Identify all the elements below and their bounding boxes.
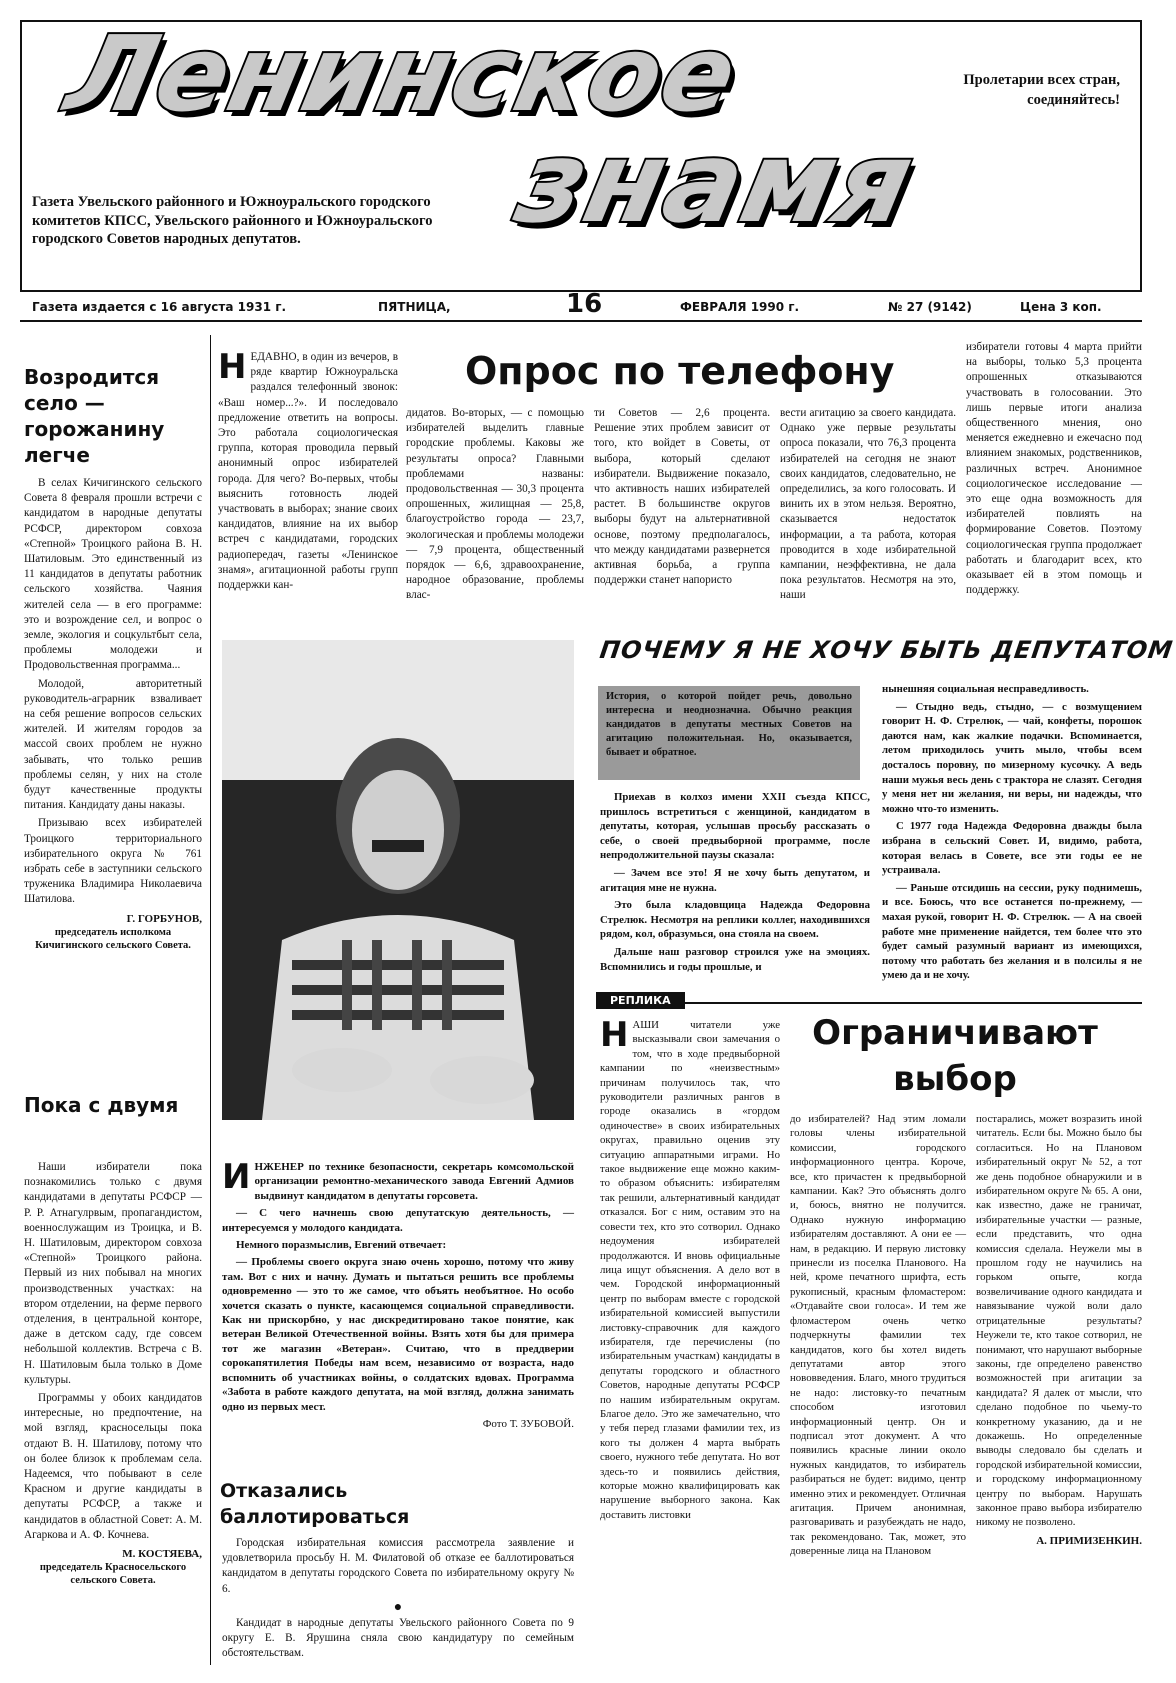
replica-col1: НАШИ читатели уже высказывали свои замечания о том, что в ходе предвыборной кампании по «неизвестным» причинам получилось так, что руководители различных рангов в городе оказались в «гордом одиночестве» в своих избирательных округах, правильно оценив эту ситуацию аппаратными играми. Но такое выдвижение еще можно каким-то образом объяснить: избирателям так решили, альтернативный кандидат отказался. Бог с ним, оставим это на совести тех, кто это сотворил. Однако недоумения избирателей продолжаются. И вновь официальные лица ищут объяснения. А дело вот в чем. Городской информационный центр по выборам вместе с городской избирательной комиссией выпустили листовку-справочник для каждого избирателя, где перечислены (по избирательным участкам) кандидаты в депутаты городского и областного Советов, народные депутаты РСФСР по нашим избирательным округам. Благое дело. Это же замечательно, что у тебя перед глазами фамилии тех, из кого ты должен 4 марта выбрать своего, нужного тебе депутата. Но вот здесь-то и появились действия, которые можно квалифицировать как нарушение выборного закона. Как доставить листовки bbox=[600, 1015, 780, 1521]
headline-phone-poll: Опрос по телефону bbox=[465, 349, 895, 393]
issue-day: 16 bbox=[566, 289, 603, 319]
newspaper-logo-line1: Ленинское bbox=[57, 13, 749, 135]
signature-title: председатель Красносельского сельского Совета. bbox=[39, 1562, 187, 1587]
why-not-col1: Приехав в колхоз имени XXII съезда КПСС, пришлось встретиться с женщиной, кандидатом в депутаты, которая, услышав просьбу рассказать о себе, о своей предвыборной программе, после непродолжительной паузы сказала: — Зачем все это! Я не хочу быть депутатом, и агитация мне не нужна. Это была кладовщица Надежда Федоровна Стрелюк. Несмотря на реплики коллег, находившихся рядом, кол, образумься, она стояла на своем. Дальше наш разговор строился уже на эмоциях. Вспомнились и годы прошлые, и bbox=[600, 791, 870, 973]
article-revival-body: В селах Кичигинского сельского Совета 8 февраля прошли встречи с кандидатом в народные депутаты РСФСР, директором совхоза «Степной» Троицкого района В. Н. Шатиловым. Это единственный из 11 кандидатов в депутаты работник сельского хозяйства. Чаяния жителей села — в его программе: это и возрождение сел, и вопрос о земле, экология и соцкультбыт села, проблемы молодежи и Продовольственная программа... Молодой, авторитетный руководитель-аграрник взваливает на себя решение вопросов сельских жителей. И жителям городов за массой своих проблем не нужно забывать, что только решив проблемы селян, у них на столе будут качественные продукты питания. Кандидату даны наказы. Призываю всех избирателей Троицкого территориального избирательного округа № 761 избрать себе в заступники сельского труженика Владимира Николаевича Шатилова. Г. ГОРБУНОВ, председатель исполкома Кичигинского сельского Совета. bbox=[24, 477, 202, 951]
why-not-col2: нынешняя социальная несправедливость. — Стыдно ведь, стыдно, — с возмущением говорит Н. Ф. Стрелюк, — чай, конфеты, порошок даются нам, как жалкие подачки. Вспоминается, летом приходилось учить мыло, чтобы всем досталось поровну, по мизерному кусочку. А ведь наши мужья весь день с трактора не слазят. Сегодня у меня нет ни желания, ни веры, ни надежды, что можно что-то изменить. С 1977 года Надежда Федоровна дважды была избрана в сельский Совет. И, видимо, работа, которая велась в Совете, все эти годы ее не устраивала. — Раньше отсидишь на сессии, руку поднимешь, и все. Боюсь, что все останется по-прежнему, — махая рукой, говорит Н. Ф. Стрелюк. — А на своей работе мне применение найдется, тем более что это будет самый разумный вариант из имеющихся, потому что работать без желания и в полсилы я не умею да и не хочу. bbox=[882, 683, 1142, 982]
drop-cap: И bbox=[222, 1157, 251, 1197]
replica-col2: до избирателей? Над этим ломали головы члены избирательной комиссии, городского информационного центра. Короче, все, кто причастен к предвыборной кампании. Как? Это объяснять долго и, боюсь, внятно не получится. Однако нужную информацию избирателям доставляют. А они ее — нам, в редакцию. И первую листовку принесли из поселка Планового. На ней, кроме печатного шрифта, есть рукописный, красным фломастером: «Отдавайте свои голоса». И тем же фломастером очень четко подчеркнуты фамилии тех кандидатов, кого бы хотел видеть депутатами автор этого нововведения. Благо, много трудиться не надо: листовку-то печатным способом изготовил информационный центр. Он и подписал этот документ. А что появились красные линии около нужных кандидатов, то избиратель разбираться не будет: видимо, центр именно этих и рекомендует. Отличная агитация. Причем анонимная, разговаривать и разубеждать не надо, так рекомендовано. Так, может, это доверенные лица на Плановом bbox=[790, 1113, 966, 1558]
bullet-separator: ● bbox=[393, 1599, 403, 1615]
weekday: ПЯТНИЦА, bbox=[378, 300, 451, 314]
masthead-rule bbox=[20, 320, 1142, 322]
poll-col4: вести агитацию за своего кандидата. Однако уже первые результаты опроса показали, что 76,3 процента избирателей на сегодня не знают своих кандидатов, следовательно, не определились, за кого голосовать. И винить их в этом нельзя. Вероятно, сказывается недостаток информации, а та работа, которая проводится в ходе избирательной кампании, неэффективна, не дала пока результатов. Несмотря на это, наши bbox=[780, 407, 956, 602]
month-year: ФЕВРАЛЯ 1990 г. bbox=[680, 300, 800, 314]
signature: А. ПРИМИЗЕНКИН. bbox=[1036, 1534, 1142, 1547]
replica-col3: постарались, может возразить иной читатель. Если бы. Можно было бы согласиться. Но на Плановом избирательный округ № 52, а тот же день подобное обнаружили и в избирательном округе № 65. А они, как известно, даже не граничат, избирательные участки — разные, если представить, что одна комиссия сделала. Неужели мы в прошлом году не научились на горьком опыте, когда возвеличивание одного кандидата и навязывание чужой воли дало отрицательные результаты? Неужели те, кто такое сотворил, не понимают, что нарушают выборные законы, где определено равенство возможностей при агитации за кандидата? Я далек от мысли, что сделано подобное по чьему-то конкретному указанию, да и не докажешь. Но определенные выводы следовало бы сделать и городской избирательной комиссии, и городскому информационному центру по выборам. Нарушать законное право выбора избирателю никому не позволено. А. ПРИМИЗЕНКИН. bbox=[976, 1113, 1142, 1547]
poll-col2: дидатов. Во-вторых, — с помощью избирателей выделить главные городские проблемы. Каковы же результаты опроса? Главными проблемами названы: продовольственная — 30,3 процента опрошенных, жилищная — 25,8, благоустройство города — 23,7, экологическая и проблемы молодежи — 7,9 процента, общественный порядок — 6,6, здравоохранение, народное образование, проблемы влас- bbox=[406, 407, 584, 602]
article-title-revival: Возродится село — горожанину легче bbox=[24, 365, 165, 467]
headline-why-not: ПОЧЕМУ Я НЕ ХОЧУ БЫТЬ ДЕПУТАТОМ bbox=[598, 636, 1175, 664]
portrait-illustration bbox=[222, 640, 574, 1120]
motto-line2: соединяйтесь! bbox=[1027, 92, 1120, 108]
column-rule bbox=[210, 335, 211, 1665]
refused-body: Городская избирательная комиссия рассмотрела заявление и удовлетворила просьбу Н. М. Филатовой об отказе ее баллотироваться кандидатом в депутаты городского Совета по избирательному округу № 6. ● Кандидат в народные депутаты Увельского районного Совета по 9 округу Е. В. Ярушина сняла свою кандидатуру по семейным обстоятельствам. bbox=[222, 1537, 574, 1660]
drop-cap: Н bbox=[218, 347, 247, 387]
newspaper-logo-line2: знамя bbox=[506, 118, 926, 248]
since-line: Газета издается с 16 августа 1931 г. bbox=[32, 300, 287, 314]
motto-line1: Пролетарии всех стран, bbox=[963, 72, 1120, 88]
signature-title: председатель исполкома Кичигинского сельского Совета. bbox=[35, 926, 191, 951]
lead-box: История, о которой пойдет речь, довольно интересна и неоднозначна. Обычно реакция кандидатов в депутаты местных Советов на агитацию положительная. Но, оказывается, бывает и обратное. bbox=[598, 686, 860, 780]
headline-limit-choice: Ограничивают выбор bbox=[812, 1013, 1098, 1099]
price: Цена 3 коп. bbox=[1020, 300, 1102, 314]
photo-credit: Фото Т. ЗУБОВОЙ. bbox=[482, 1417, 574, 1430]
photo-caption: ИНЖЕНЕР по технике безопасности, секретарь комсомольской организации ремонтно-механического завода Евгений Адмиов выдвинут кандидатом в депутаты горсовета. — С чего начнешь свою депутатскую деятельность, — интересуемся у молодого кандидата. Немного поразмыслив, Евгений отвечает: — Проблемы своего округа знаю очень хорошо, потому что живу там. Вот с них и начну. Думать и пытаться решить все проблемы одновременно — это то же самое, что объять необъятное. Но особо хочется сказать о пункте, касающемся социальной справедливости. Как ни прискорбно, у нас дискредитировано такое понятие, как ветеран Великой Отечественной войны. Взять хотя бы для примера тот же магазин «Ветеран». Считаю, что в преддверии сорокапятилетия Победы нам всем, независимо от возраста, надо вспомнить об участниках войны, о солдатских вдовах. Программа «Забота в работе каждого депутата, на мой взгляд, должна занимать одно из первых мест. Фото Т. ЗУБОВОЙ. bbox=[222, 1157, 574, 1430]
publisher-info: Газета Увельского районного и Южноуральского городского комитетов КПСС, Увельского районного и Южноуральского городского Советов народных депутатов. bbox=[32, 194, 433, 247]
poll-col1: НЕДАВНО, в один из вечеров, в ряде квартир Южноуральска раздался телефонный звонок: «Ваш номер...?». И последовало предложение ответить на вопросы. Это работала социологическая группа, которая проводила первый анонимный опрос избирателей города. Для чего? Во-первых, чтобы выяснить готовность людей участвовать в выборах; знание своих кандидатов, влияние на их выбор встреч с кандидатами, городских радиопередач, газеты «Ленинское знамя», агитационной работы групп поддержки кан- bbox=[218, 347, 398, 592]
signature: Г. ГОРБУНОВ, bbox=[126, 912, 202, 925]
drop-cap: Н bbox=[600, 1015, 629, 1055]
issue-number: № 27 (9142) bbox=[888, 300, 972, 314]
poll-col5: избиратели готовы 4 марта прийти на выборы, только 5,3 процента опрошенных отказываются участвовать в голосовании. Это лишь первые итоги анализа общественного мнения, оно меняется ежедневно и ежечасно под влиянием знакомых, родственников, различных встреч. Анонимное социологическое исследование — это еще одна возможность для избирателей повлиять на формирование Советов. Поэтому социологическая группа продолжает работать и благодарит всех, кто оказывает ей в этом помощь и поддержку. bbox=[966, 341, 1142, 597]
motto bbox=[880, 70, 1120, 110]
article-two-body: Наши избиратели пока познакомились только с двумя кандидатами в депутаты РСФСР — Р. Р. Атнагулрвым, пропагандистом, военнослужащим из Троицка, и В. Н. Шатиловым, директором совхоза «Степной» Троицкого района. Первый из них побывал на многих производственных участках: на втором отделении, на ферме первого отделения, в центральной конторе, даже в детском саду, где совсем небольшой коллектив. Встреча с В. Н. Шатиловым была только в Доме культуры. Программы у обоих кандидатов интересные, но предпочтение, на мой взгляд, красносельцы пока отдают В. Н. Шатилову, потому что он более близок к проблемам села. Надеемся, что побывают в селе Красном и другие кандидаты в депутаты РСФСР, а также и кандидатов в областной Совет: А. М. Агаркова и А. Ф. Кочнева. М. КОСТЯЕВА, председатель Красносельского сельского Совета. bbox=[24, 1161, 202, 1587]
candidate-photo bbox=[222, 640, 574, 1120]
replica-label: РЕПЛИКА bbox=[596, 992, 685, 1009]
signature: М. КОСТЯЕВА, bbox=[122, 1548, 202, 1561]
headline-refused: Отказались баллотироваться bbox=[220, 1480, 410, 1528]
poll-col3: ти Советов — 2,6 процента. Решение этих проблем зависит от того, кто войдет в Советы, от выбора, который сделают избиратели. Выдвижение показало, что активность наших избирателей растет. В большинстве округов выборы будут на альтернативной основе, поэтому предполагалось, что между кандидатами развернется активная борьба, а группа поддержки станет напористо bbox=[594, 407, 770, 587]
article-title-two: Пока с двумя bbox=[24, 1093, 179, 1117]
